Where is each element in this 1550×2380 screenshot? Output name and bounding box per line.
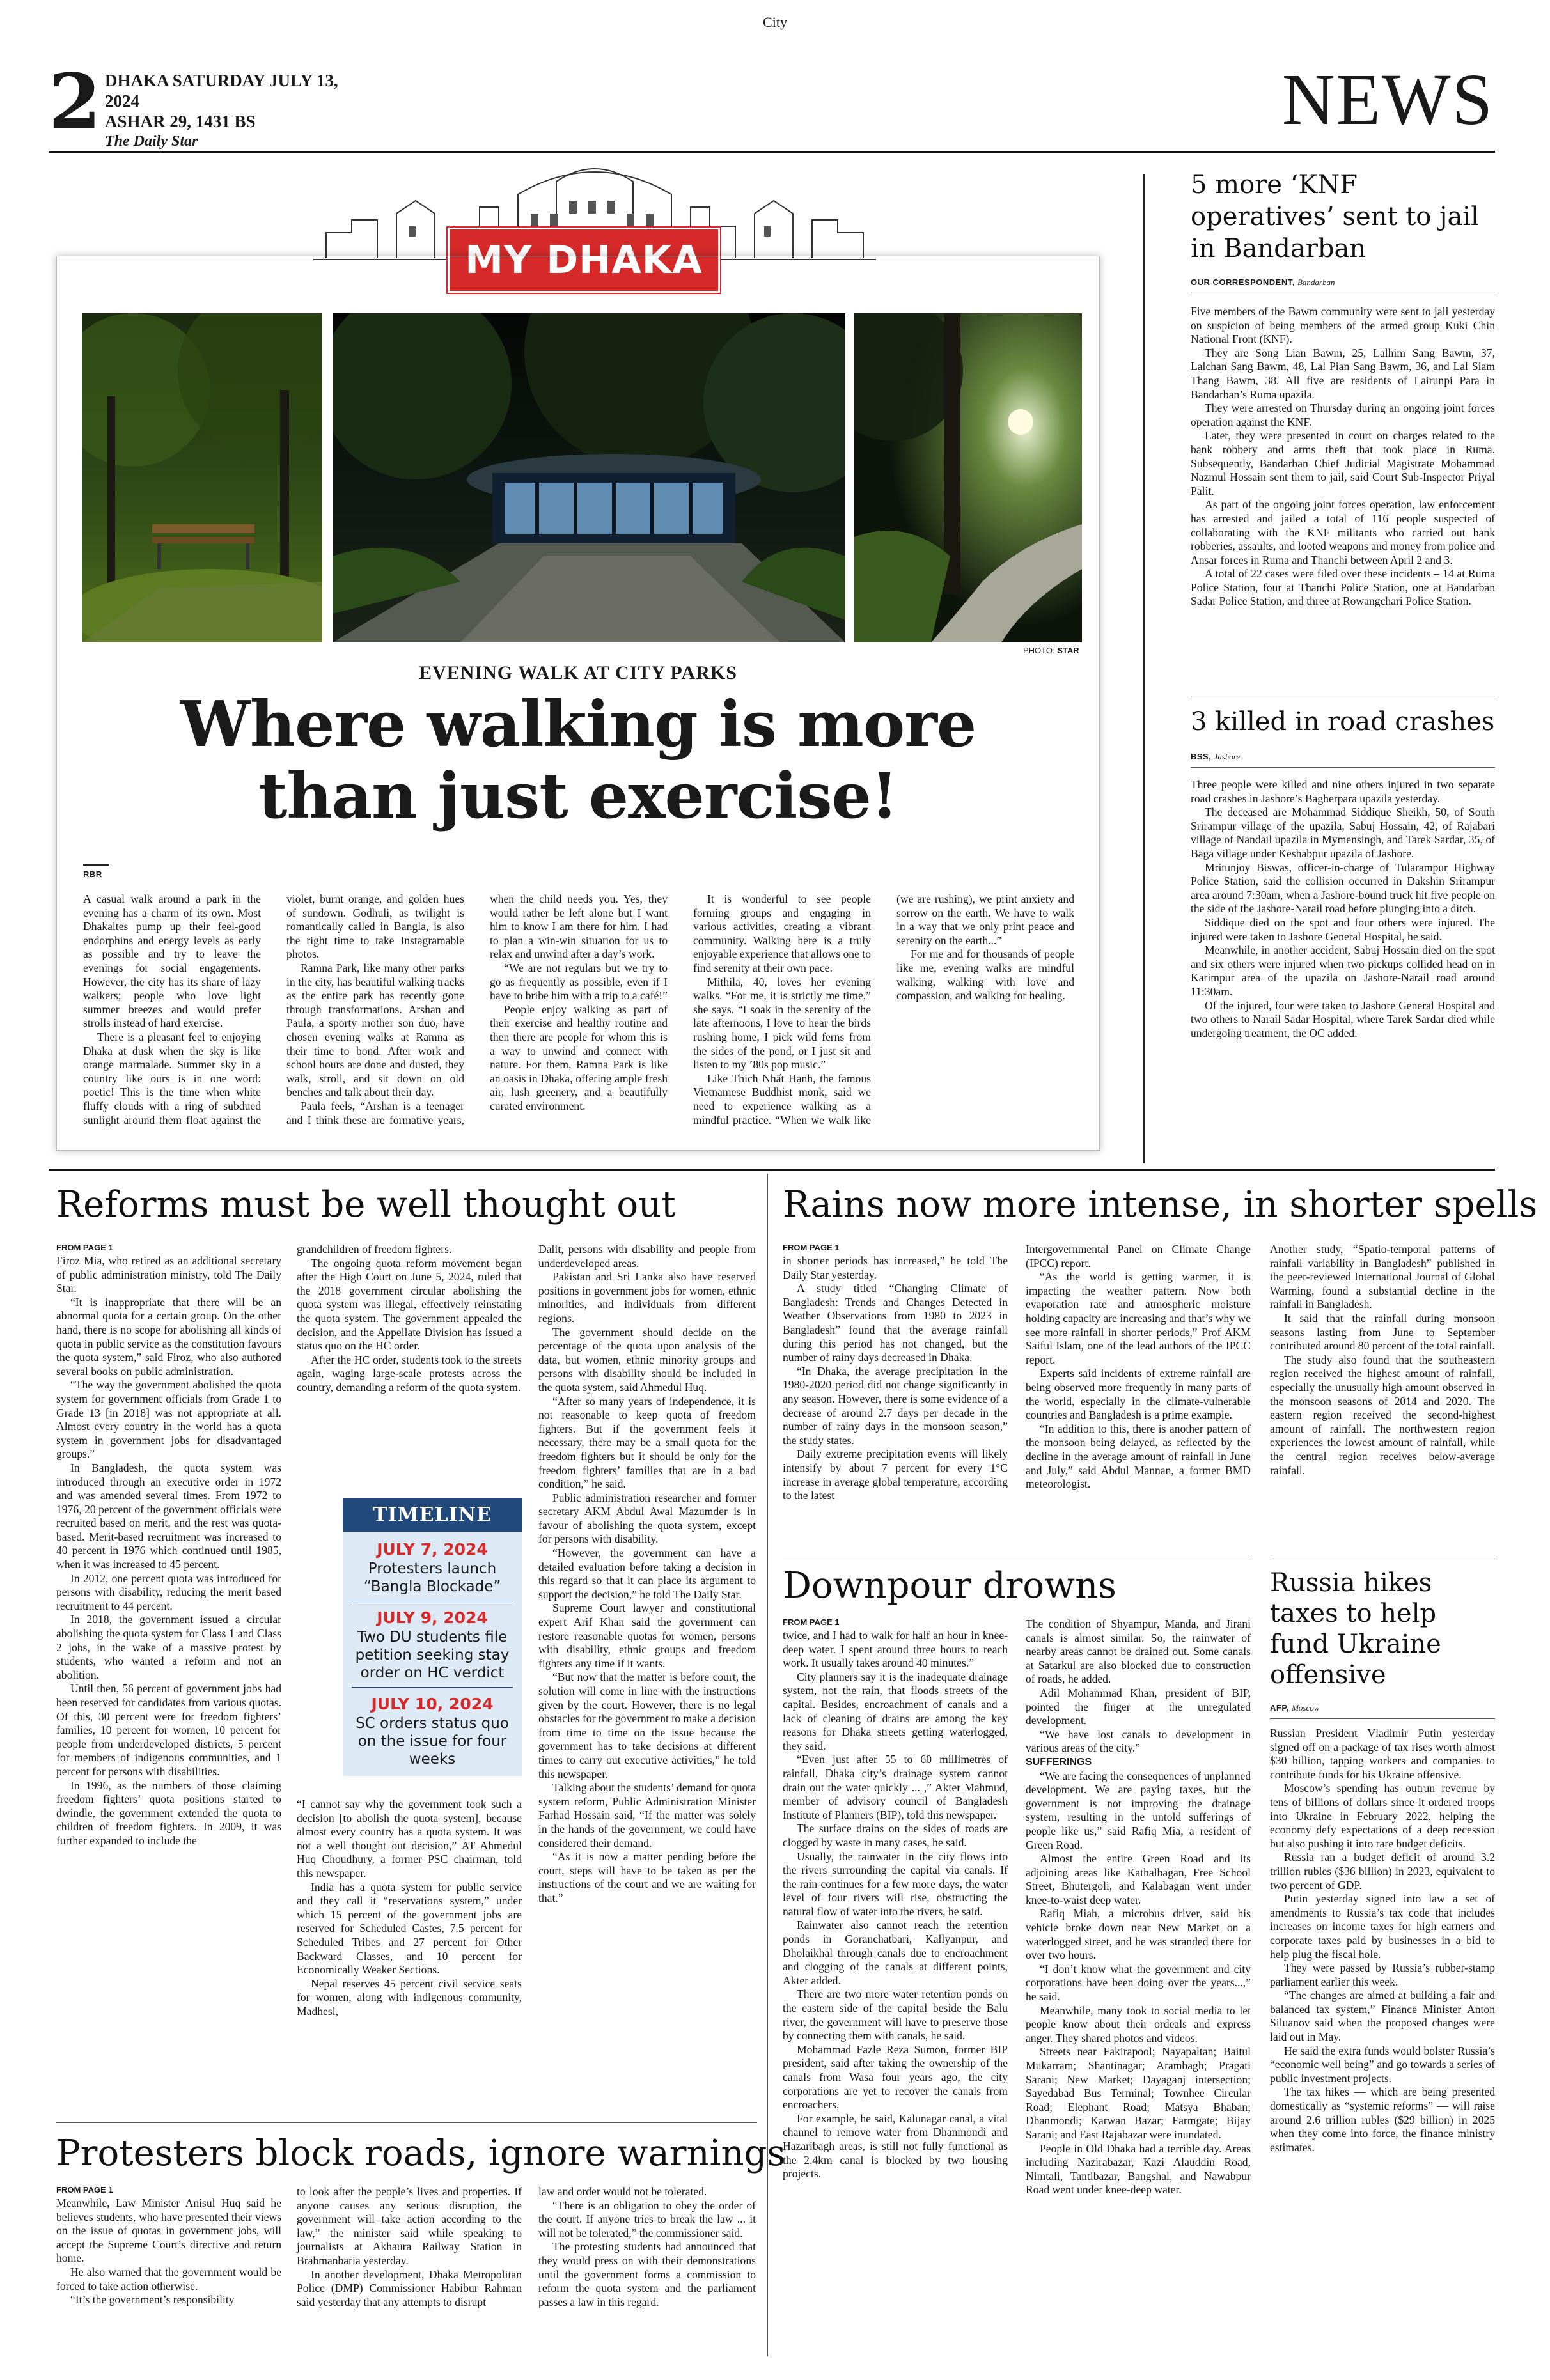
rains-col-3: [1270, 1243, 1495, 1477]
rains-headline: Rains now more intense, in shorter spells: [783, 1184, 1538, 1225]
sufferings-subhead: SUFFERINGS: [1026, 1756, 1092, 1768]
paragraph: Meanwhile, in another accident, Sabuj Hossain died on the spot and six others were injured when two pickups collided head on in Karimpur area of the upazila on Jashore-Narail road around 11:30am.: [1191, 944, 1495, 998]
paragraph: In 1996, as the numbers of those claiming freedom fighters’ quota positions started to dwindle, the government extended the quota to children of freedom fighters. In 2009, it was further expanded to include the: [56, 1778, 281, 1847]
middle-column-rule: [767, 1174, 768, 2356]
paragraph: “After so many years of independence, it is not reasonable to keep quota of freedom fighters. But if the government feels it necessary, there may be a small quota for the freedom fighters but it should be only for the freedom fighters’ families that are in a bad condition,” he said.: [538, 1394, 756, 1491]
paragraph: Moscow’s spending has outrun revenue by tens of billions of dollars since it ordered troops into Ukraine in February 2022, helping the economy defy expectations of a deep recession but also pushing it into rare budget deficits.: [1270, 1782, 1495, 1850]
paragraph: Paula feels, “Arshan is a teenager and I think these are formative years, when the child needs you. Yes, they would rather be left alone but I want him to know I am there for him. I had to plan a win-win situation for us to relax and unwind after a day’s work.: [286, 892, 668, 1126]
timeline-date: JULY 10, 2024: [371, 1695, 494, 1713]
paragraph: A casual walk around a park in the evening has a charm of its own. Most Dhakaites pump up their feel-good endorphins and energy levels as early as possible and try to leave the evenings for social engagements. However, the city has its share of lazy walkers; people who love light summer breezes and would prefer strolls instead of hard exercise.: [83, 892, 261, 1030]
paragraph: “It is inappropriate that there will be an abnormal quota for a certain group. On the other hand, there is no scope for abolishing all kinds of quota in public service as the constitution favours the quota system,” said Firoz, who also authored several books on public administration.: [56, 1295, 281, 1378]
paragraph: The condition of Shyampur, Manda, and Jirani canals is almost similar. So, the rainwater of nearby areas cannot be drained out. Some canals at Satarkul are also blocked due to construction of roads, he added.: [1026, 1617, 1251, 1686]
timeline-text: Two DU students file petition seeking stay order on HC verdict: [355, 1629, 510, 1681]
paragraph: People enjoy walking as part of their exercise and healthy routine and then there are people for whom this is a way to unwind and connect with nature. For them, Ramna Park is like an oasis in Dhaka, offering ample fresh air, lush greenery, and a beautifully curated environment.: [490, 1002, 668, 1112]
paragraph: “We have lost canals to development in various areas of the city.”: [1026, 1727, 1251, 1755]
dateline-block: [105, 70, 373, 151]
protesters-col-2: [297, 2185, 522, 2309]
paragraph: Mohammad Fazle Reza Sumon, former BIP president, said after taking the ownership of the canals from Wasa four years ago, the city corporations are yet to recover the canals from encroachers.: [783, 2042, 1008, 2112]
paragraph: Russia ran a budget deficit of around 3.2 trillion rubles ($36 billion) in 2023, equivalent to two percent of GDP.: [1270, 1851, 1495, 1892]
section-title: NEWS: [1282, 59, 1494, 140]
paragraph: A total of 22 cases were filed over these incidents – 14 at Ruma Police Station, four at Thanchi Police Station, one at Bandarban Sadar Police Station, and three at Rowangchari Police Station.: [1191, 567, 1495, 608]
paragraph: Adil Mohammad Khan, president of BIP, pointed the finger at the unregulated development.: [1026, 1686, 1251, 1727]
paragraph: Five members of the Bawm community were sent to jail yesterday on suspicion of being members of the armed group Kuki Chin National Front (KNF).: [1191, 305, 1495, 346]
paragraph: “We are facing the consequences of unplanned development. We are paying taxes, but the government is not improving the drainage system, resulting in the untold sufferings of people like us,” said Rafiq Mia, a resident of Green Road.: [1026, 1769, 1251, 1851]
paragraph: For me and for thousands of people like me, evening walks are mindful walking, walking with love and compassion, and walking for healing.: [896, 947, 1074, 1002]
paragraph: Later, they were presented in court on charges related to the bank robbery and arms theft that took place in Ruma. Subsequently, Bandarban Chief Judicial Magistrate Mohammad Nazmul Hossain sent them to jail, said Court Sub-Inspector Priyal Palit.: [1191, 429, 1495, 497]
paragraph: Mritunjoy Biswas, officer-in-charge of Tularampur Highway Police Station, said the collision occurred in Dakshin Srirampur area around 7:30am, when a Jashore-bound truck hit five people on the side of the Jashore-Narail road before plunging into a ditch.: [1191, 860, 1495, 915]
rains-from: FROM PAGE 1: [783, 1243, 840, 1252]
crashes-byline: BSS, Jashore: [1191, 752, 1241, 761]
russia-byline: AFP, Moscow: [1270, 1703, 1320, 1713]
paragraph: They are Song Lian Bawm, 25, Lalhim Sang Bawm, 37, Lalchan Sang Bawm, 48, Lal Pian Sang Bawm, 36, and Lal Siam Thang Bawm, 38. All five are residents of Lairunpi Para in Bandarban’s Ruma upazila.: [1191, 346, 1495, 401]
rains-col-2: [1026, 1243, 1251, 1491]
paragraph: The tax hikes — which are being presented domestically as “systemic reforms” — will raise around 2.6 trillion rubles ($29 billion) in 2025 when they come into force, the finance ministry estimates.: [1270, 2085, 1495, 2154]
paragraph: People in Old Dhaka had a terrible day. Areas including Nazirabazar, Kazi Alauddin Road, Nimtali, Tantibazar, Bangshal, and Nawabpur Road went under knee-deep water.: [1026, 2142, 1251, 2197]
photo-credit-label: PHOTO:: [1023, 646, 1055, 655]
paragraph: City planners say it is the inadequate drainage system, not the rain, that floods streets of the capital. Besides, encroachment of canals and a lack of cleaning of drains are among the key reasons for Dhaka streets getting waterlogged, they said.: [783, 1670, 1008, 1752]
paragraph: Meanwhile, many took to social media to let people know about their ordeals and express anger. They shared photos and videos.: [1026, 2003, 1251, 2044]
paragraph: Streets near Fakirapool; Nayapaltan; Baitul Mukarram; Shantinagar; Arambagh; Pragati Sarani; New Market; Dayaganj intersection; Sayedabad Bus Terminal; Townhee Circular Road; Elephant Road; Matsya Bhaban; Dhanmondi; Karwan Bazar; Farmgate; Bijay Sarani; and East Rajabazar were inundated.: [1026, 2045, 1251, 2141]
timeline-title: TIMELINE: [343, 1498, 522, 1532]
paragraph: They were passed by Russia’s rubber-stamp parliament earlier this week.: [1270, 1961, 1495, 1988]
crashes-story: [1191, 706, 1495, 1040]
paragraph: Experts said incidents of extreme rainfall are being observed more frequently in many parts of the world, especially in the climate-vulnerable countries and Bangladesh is a prime example.: [1026, 1367, 1251, 1422]
downpour-col-2: [1026, 1617, 1251, 2197]
paragraph: Dalit, persons with disability and people from underdeveloped areas.: [538, 1243, 756, 1270]
protesters-col-1: [56, 2197, 281, 2307]
timeline-item: [343, 1532, 522, 1601]
paragraph: “There is an obligation to obey the order of the court. If anyone tries to break the law ... it will not be tolerated,” the commissioner said.: [538, 2198, 756, 2239]
timeline-text: Protesters launch “Bangla Blockade”: [363, 1560, 501, 1595]
reforms-col-3: [538, 1243, 756, 1906]
paragraph: It said that the rainfall during monsoon seasons lasting from June to September contributed around 80 percent of the total rainfall.: [1270, 1311, 1495, 1353]
byline-rule: [83, 864, 109, 866]
rains-col-1: [783, 1254, 1008, 1503]
page-number: 2: [49, 57, 102, 146]
paragraph: Three people were killed and nine others injured in two separate road crashes in Jashore’s Bagherpara upazila yesterday.: [1191, 778, 1495, 805]
feature-kicker: EVENING WALK AT CITY PARKS: [419, 662, 737, 683]
masthead-rule: [49, 151, 1495, 153]
paragraph: Like Thich Nhất Hạnh, the famous Vietnamese Buddhist monk, said we need to experience walking as a mindful practice. “When we walk like (we are rushing), we print anxiety and sorrow on the earth. We have to walk in a way that we only print peace and serenity on the earth...”: [693, 892, 1074, 1126]
lower-section-rule: [49, 1169, 1495, 1171]
paragraph: In Bangladesh, the quota system was introduced through an executive order in 1972 and was amended several times. From 1972 to 1976, 20 percent of the government officials were recruited based on merit, and the rest was quota-based. Merit-based recruitment was increased to 40 percent in 1976 which continued until 1985, when it was increased to 45 percent.: [56, 1461, 281, 1571]
paragraph: law and order would not be tolerated.: [538, 2185, 707, 2198]
timeline-text: SC orders status quo on the issue for four weeks: [356, 1715, 509, 1768]
paragraph: Public administration researcher and former secretary AKM Abdul Awal Mazumder is in favour of abolishing the quota system, except for persons with disability.: [538, 1491, 756, 1546]
downpour-headline: Downpour drowns: [783, 1565, 1116, 1606]
paragraph: Pakistan and Sri Lanka also have reserved positions in government jobs for women, ethnic minorities, and individuals from different regions.: [538, 1270, 756, 1325]
paragraph: “The way the government abolished the quota system for government officials from Grade 1 to Grade 13 [in 2018] was not appropriate at all. Almost every country in the world has a quota system in government jobs for disadvantaged groups.”: [56, 1378, 281, 1461]
downpour-from: FROM PAGE 1: [783, 1617, 840, 1627]
paragraph: “It’s the government’s responsibility: [70, 2293, 235, 2306]
downpour-col-1: [783, 1629, 1008, 2181]
protesters-headline: Protesters block roads, ignore warnings: [56, 2133, 786, 2174]
issue-date: DHAKA SATURDAY JULY 13, 2024: [105, 71, 338, 111]
paragraph: The protesting students had announced that they would press on with their demonstrations until the government forms a commission to reform the quota system and the parliament passes a law in this regard.: [538, 2240, 756, 2308]
paragraph: It is wonderful to see people forming groups and engaging in various activities, creating a vibrant community. Walking here is a truly enjoyable experience that allows one to find serenity at their own pace.: [693, 892, 871, 974]
paragraph: Talking about the students’ demand for quota system reform, Public Administration Minister Farhad Hossain said, “If the matter was solely in the hands of the government, we could have considered their demand.: [538, 1781, 756, 1849]
paragraph: to look after the people’s lives and properties. If anyone causes any serious disruption, the government will take action according to the law,” the minister said while speaking to journalists at Akhaura Railway Station in Brahmanbaria yesterday.: [297, 2185, 522, 2267]
banner-text: MY DHAKA: [465, 238, 703, 283]
paragraph: Putin yesterday signed into law a set of amendments to Russia’s tax code that includes increases on income taxes for high earners and corporate taxes paid by businesses in a bid to help plug the fiscal hole.: [1270, 1892, 1495, 1961]
paragraph: “In Dhaka, the average precipitation in the 1980-2020 period did not change significantly in any season. However, there is some evidence of a decrease of around 2.7 days per decade in the number of rainy days in the monsoon season,” the study states.: [783, 1364, 1008, 1447]
park-photo-pathway: [854, 313, 1082, 642]
paragraph: There are two more water retention ponds on the eastern side of the capital beside the Balu river, the government will have to preserve those by connecting them with canals, he said.: [783, 1987, 1008, 2042]
knf-byline: OUR CORRESPONDENT, Bandarban: [1191, 277, 1335, 287]
paragraph: “The changes are aimed at building a fair and balanced tax system,” Finance Minister Anton Siluanov said when the proposed changes were laid out in May.: [1270, 1989, 1495, 2044]
photo-credit: [1023, 646, 1079, 655]
paragraph: Supreme Court lawyer and constitutional expert Arif Khan said the government can restore reasonable quotas for women, persons with disability, ethnic groups and freedom fighters any time if it wants.: [538, 1601, 756, 1670]
knf-story: [1191, 169, 1495, 609]
reforms-col-1: [56, 1254, 281, 1848]
right-column-rule: [1143, 174, 1145, 1163]
russia-body: [1270, 1727, 1495, 2154]
reforms-from: FROM PAGE 1: [56, 1243, 113, 1252]
headline-line-2: than just exercise!: [258, 759, 898, 833]
paragraph: “Even just after 55 to 60 millimetres of rainfall, Dhaka city’s drainage system cannot drain out the water quickly ... ,” Akter Mahmud, member of advisory council of Bangladesh Institute of Planners (BIP), told this newspaper.: [783, 1753, 1008, 1821]
paragraph: “I cannot say why the government took such a decision [to abolish the quota system], because almost every country has a quota system. It was not a well thought out decision,” AT Ahmedul Huq Choudhury, a former PSC chairman, told this newspaper.: [297, 1798, 522, 1879]
timeline-item: [343, 1688, 522, 1773]
protesters-from: FROM PAGE 1: [56, 2185, 113, 2195]
timeline-date: JULY 9, 2024: [377, 1608, 488, 1627]
paragraph: The ongoing quota reform movement began after the High Court on June 5, 2024, ruled that the 2018 government circular abolishing the quota system was illegal, effectively reinstating the quota system. The government appealed the decision, and the Appellate Division has issued a status quo on the HC order.: [297, 1256, 522, 1353]
photo-credit-name: STAR: [1057, 646, 1079, 655]
paragraph: They were arrested on Thursday during an ongoing joint forces operation against the KNF.: [1191, 401, 1495, 428]
paragraph: Until then, 56 percent of government jobs had been reserved for candidates from various quotas. Of this, 30 percent were for freedom fighters’ families, 10 percent for women, 10 percent for people from underdeveloped districts, 5 percent for members of indigenous communities, and 1 percent for persons with disabilities.: [56, 1682, 281, 1778]
paragraph: There is a pleasant feel to enjoying Dhaka at dusk when the sky is like orange marmalade. Summer sky in a country like ours is in one word: poetic! This is the time when white fluffy clouds with a ring of subdued sunlight around them float against the violet, burnt orange, and golden hues of sundown. Godhuli, as twilight is romantically called in Bangla, is also the right time to take Instagramable photos.: [83, 892, 464, 1126]
protesters-col-3: [538, 2185, 756, 2309]
paragraph: The government should decide on the percentage of the quota upon analysis of the data, but women, ethnic minority groups and persons with disability should be included in the quota system, said Ahmedul Huq.: [538, 1325, 756, 1394]
reforms-headline: Reforms must be well thought out: [56, 1184, 676, 1225]
paragraph: For example, he said, Kalunagar canal, a vital channel to remove water from Dhanmondi and Hazaribagh areas, is still not fully functional as the 2.4km canal is blocked by two housing projects.: [783, 2112, 1008, 2181]
crashes-headline: 3 killed in road crashes: [1191, 707, 1495, 736]
paragraph: twice, and I had to walk for half an hour in knee-deep water. I spent around three hours to reach work. It usually takes around 40 minutes.”: [783, 1629, 1008, 1670]
paragraph: “However, the government can have a detailed evaluation before taking a decision in this regard so that it can place its argument to support the decision,” he told The Daily Star.: [538, 1546, 756, 1601]
paragraph: Daily extreme precipitation events will likely intensify by about 7 percent for every 1°C increase in average global temperature, according to the latest: [783, 1447, 1008, 1502]
crashes-body: [1191, 778, 1495, 1040]
paragraph: He said the extra funds would bolster Russia’s “economic well being” and go towards a series of public investment projects.: [1270, 2044, 1495, 2085]
protesters-rule: [56, 2122, 757, 2123]
byline: RBR: [83, 869, 102, 879]
paragraph: As part of the ongoing joint forces operation, law enforcement has arrested and jailed a total of 116 people suspected of collaborating with the KNF militants who carried out bank robberies, assaults, and looted weapons and money from police and Ansar forces in Ruma and Thanchi between April 2 and 3.: [1191, 498, 1495, 566]
paragraph: In 2012, one percent quota was introduced for persons with disability, reducing the merit based recruitment to 44 percent.: [56, 1571, 281, 1612]
paragraph: He also warned that the government would be forced to take action otherwise.: [56, 2265, 281, 2292]
timeline-item: [343, 1601, 522, 1687]
paragraph: In 2018, the government issued a circular abolishing the quota system for Class 1 and Class 2 jobs, in the wake of a massive protest by students, who wanted a reform and not an abolition.: [56, 1613, 281, 1681]
headline-line-1: Where walking is more: [180, 688, 976, 761]
section-label: City: [763, 14, 787, 30]
paragraph: The surface drains on the sides of roads are clogged by waste in many cases, he said.: [783, 1822, 1008, 1849]
paragraph: Almost the entire Green Road and its adjoining areas like Kathalbagan, Free School Street, Bhutergoli, and Kalabagan went under knee-to-waist deep water.: [1026, 1852, 1251, 1906]
russia-headline: Russia hikes taxes to help fund Ukraine offensive: [1270, 1568, 1441, 1690]
paragraph: “We are not regulars but we try to go as frequently as possible, even if I have to bribe him with a trip to a café!”: [490, 961, 668, 1002]
paragraph: India has a quota system for public service and they call it “reservations system,” under which 15 percent of the government jobs are reserved for Scheduled Castes, 7.5 percent for Scheduled Tribes and 27 percent for Other Backward Classes, and 10 percent for Economically Weaker Sections.: [297, 1880, 522, 1977]
feature-headline: [56, 689, 1100, 832]
park-photo-pavilion: [333, 313, 845, 642]
paragraph: Meanwhile, Law Minister Anisul Huq said he believes students, who have presented their views on the issue of quotas in government jobs, will accept the Supreme Court’s directive and return home.: [56, 2197, 281, 2265]
timeline-date: JULY 7, 2024: [377, 1540, 488, 1559]
bangla-date: ASHAR 29, 1431 BS: [105, 112, 256, 131]
paragraph: Rafiq Miah, a microbus driver, said his vehicle broke down near New Market on a waterlogged street, and he was stranded there for over two hours.: [1026, 1907, 1251, 1962]
paragraph: A study titled “Changing Climate of Bangladesh: Trends and Changes Detected in Weather Observations from 1980 to 2023 in Bangladesh” found that the average rainfall during this period has not changed, but the number of rainy days decreased in Dhaka.: [783, 1282, 1008, 1364]
paragraph: Siddique died on the spot and four others were injured. The injured were taken to Jashore General Hospital, he said.: [1191, 915, 1495, 943]
feature-byline: [83, 864, 109, 883]
feature-body: [83, 892, 1074, 1140]
paragraph: Of the injured, four were taken to Jashore General Hospital and two others to Narail Sadar Hospital, where Tarek Sardar died while undergoing treatment, the OC added.: [1191, 999, 1495, 1039]
paragraph: Intergovernmental Panel on Climate Change (IPCC) report.: [1026, 1243, 1251, 1270]
paragraph: After the HC order, students took to the streets again, waging large-scale protests across the country, demanding a reform of the quota system.: [297, 1353, 522, 1394]
paragraph: Ramna Park, like many other parks in the city, has beautiful walking tracks as the entire park has recently gone through transformations. Arshan and Paula, a sporty mother son duo, have chosen evening walks at Ramna as their time to bond. After work and school hours are done and dusted, they walk, stroll, and sit down on old benches and talk about their day.: [286, 961, 464, 1099]
paragraph: “As the world is getting warmer, it is impacting the weather pattern. Now both evaporation rate and atmospheric moisture holding capacity are increasing and that’s why we see more rainfall in shorter periods,” Prof AKM Saiful Islam, one of the lead authors of the IPCC report.: [1026, 1270, 1251, 1366]
paper-logo: The Daily Star: [105, 133, 198, 150]
paragraph: “I don’t know what the government and city corporations have been doing over the years...,” he said.: [1026, 1962, 1251, 2003]
timeline-box: [343, 1498, 522, 1776]
reforms-col-2b: [297, 1798, 522, 2019]
paragraph: grandchildren of freedom fighters.: [297, 1243, 452, 1256]
paragraph: Russian President Vladimir Putin yesterday signed off on a package of tax rises worth almost $30 billion, tapping workers and companies to contribute funds for his Ukraine offensive.: [1270, 1727, 1495, 1781]
paragraph: Usually, the rainwater in the city flows into the rivers surrounding the capital via canals. If the rain continues for a few more days, the water level of four rivers will rise, obstructing the natural flow of water into the rivers, he said.: [783, 1849, 1008, 1918]
park-photo-bench: [82, 313, 322, 642]
paragraph: “As it is now a matter pending before the court, steps will have to be taken as per the instructions of the court and we are waiting for that.”: [538, 1850, 756, 1904]
paragraph: The study also found that the southeastern region received the highest amount of rainfall, especially the unusually high amount observed in the monsoon seasons of 2014 and 2020. The eastern region received the second-highest amount of rainfall. The northwestern region experiences the lowest amount of rainfall, while the central region receives below-average rainfall.: [1270, 1353, 1495, 1477]
paragraph: Firoz Mia, who retired as an additional secretary of public administration ministry, told The Daily Star.: [56, 1254, 281, 1295]
reforms-col-2a: [297, 1243, 522, 1395]
paragraph: The deceased are Mohammad Siddique Sheikh, 50, of South Srirampur village of the upazila, Sabuj Hossain, 42, of Rajabari village of Nandail upazila in Mymensingh, and Tarek Sardar, 35, of Baga village under Keshabpur upazila of Jashore.: [1191, 805, 1495, 860]
paragraph: In another development, Dhaka Metropolitan Police (DMP) Commissioner Habibur Rahman said yesterday that any attempts to disrupt: [297, 2267, 522, 2308]
paragraph: “In addition to this, there is another pattern of the monsoon being delayed, as reflected by the decline in the average amount of rainfall in June and July,” said Abdul Mannan, a former BMD meteorologist.: [1026, 1422, 1251, 1491]
paragraph: Another study, “Spatio-temporal patterns of rainfall variability in Bangladesh” published in the peer-reviewed International Journal of Global Warming, found a substantial decline in the rainfall in Bangladesh.: [1270, 1243, 1495, 1311]
russia-story: [1270, 1567, 1495, 2154]
paragraph: in shorter periods has increased,” he told The Daily Star yesterday.: [783, 1254, 1008, 1281]
paragraph: Rainwater also cannot reach the retention ponds in Goranchatbari, Kallyanpur, and Dholaikhal through canals due to encroachment and clogging of the canals at different points, Akter added.: [783, 1918, 1008, 1987]
knf-body: [1191, 305, 1495, 609]
paragraph: Mithila, 40, loves her evening walks. “For me, it is strictly me time,” she says. “I soak in the serenity of the late afternoons, I love to hear the birds rushing home, I pick wild ferns from the sides of the pond, or I just sit and listen to my ’80s pop music.”: [693, 975, 871, 1071]
paragraph: Nepal reserves 45 percent civil service seats for women, along with indigenous community, Madhesi,: [297, 1977, 522, 2018]
paragraph: “But now that the matter is before court, the solution will come in line with the instructions given by the court. However, there is no legal obstacles for the government to make a decision from time to time on the issue because the government has to take decisions at different times to carry out executive activities,” he told this newspaper.: [538, 1670, 756, 1780]
knf-headline: 5 more ‘KNF operatives’ sent to jail in Bandarban: [1191, 170, 1479, 263]
